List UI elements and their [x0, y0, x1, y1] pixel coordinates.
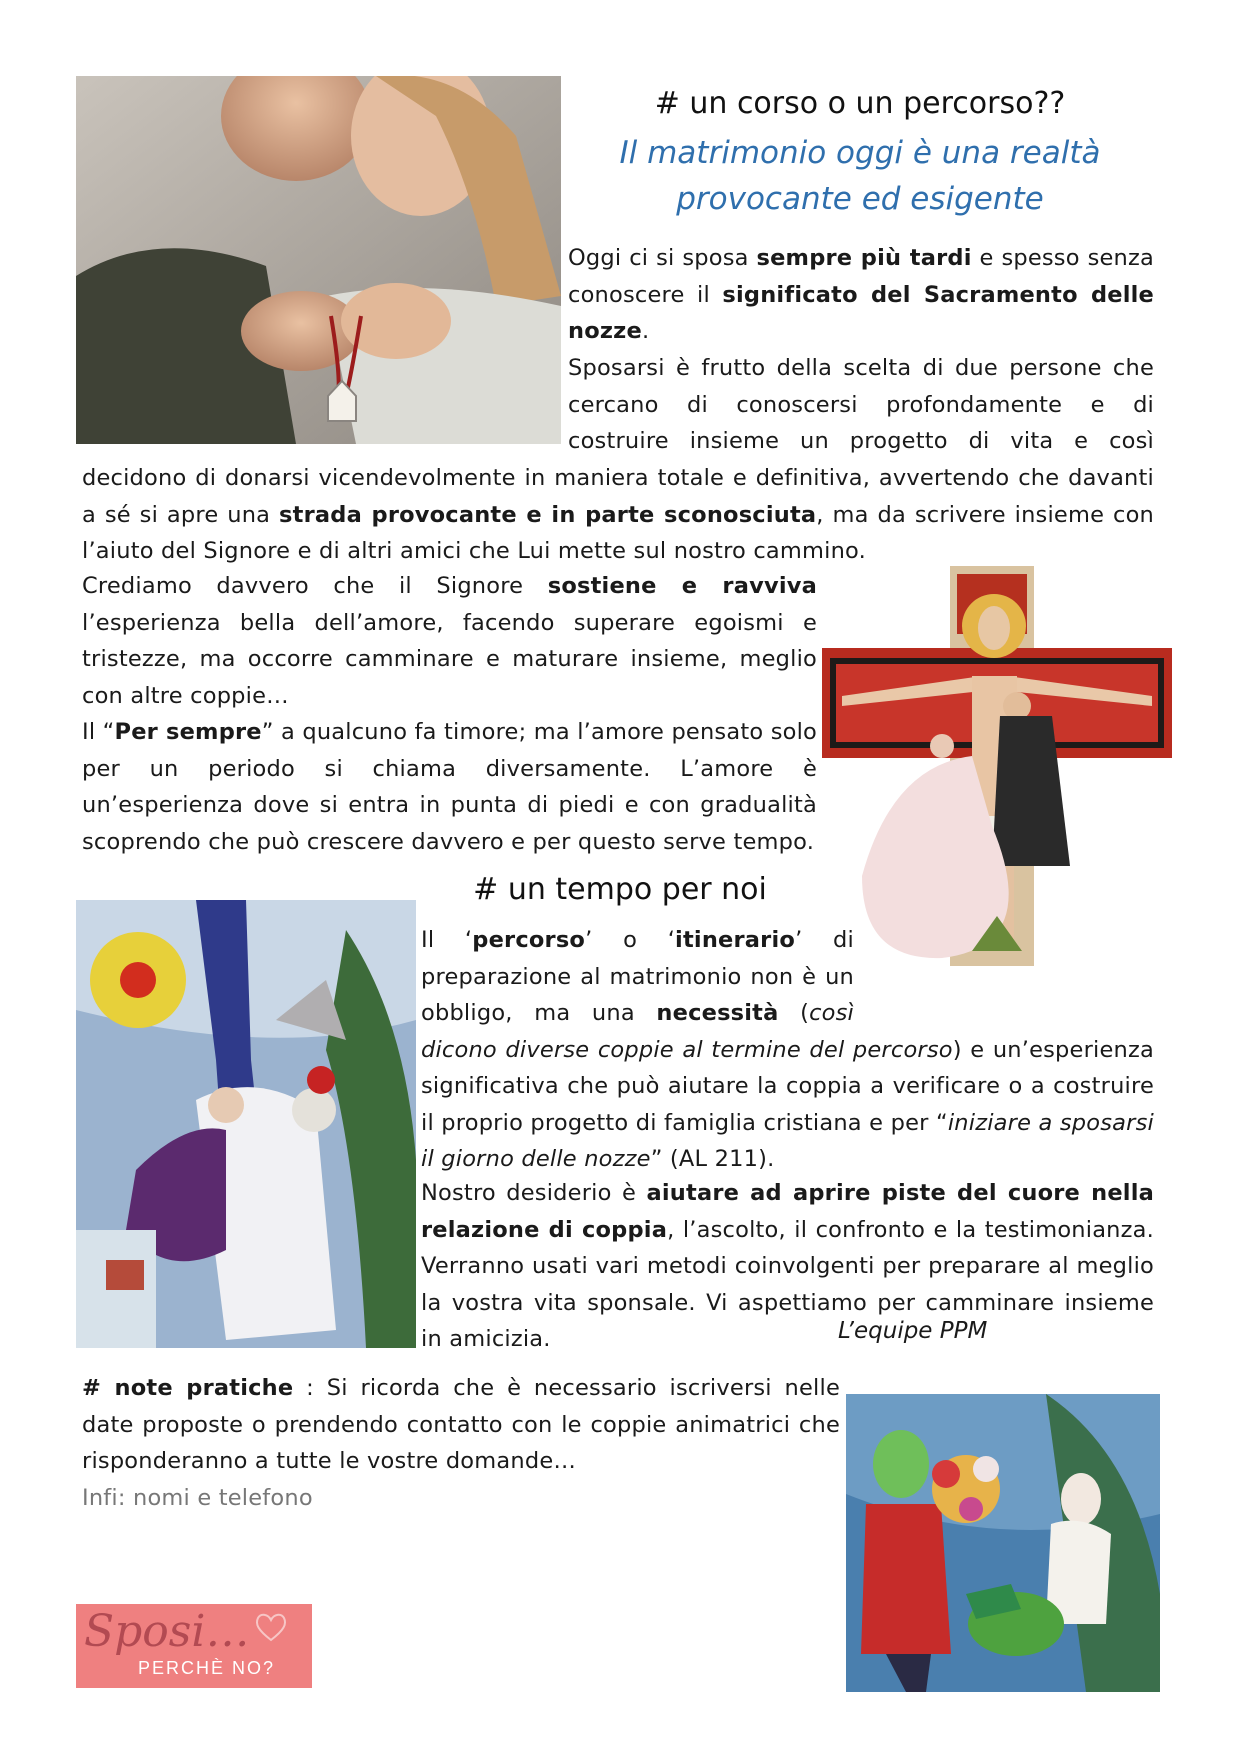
itinerary-float: [854, 922, 1154, 1002]
paragraph-choice-top: Sposarsi è frutto della scelta di due persone che cercano di conoscersi profondamente e di costruire insieme un progetto di vita e così: [568, 355, 1154, 454]
paragraph-forever: Il “Per sempre” a qualcuno fa timore; ma l’amore pensato solo per un periodo si chiama diversamente. L’amore è un’esperienza dove si entra in punta di piedi e con gradualità scoprendo che può crescere davvero e per questo serve tempo.: [82, 719, 817, 855]
chagall-bouquet-painting: [846, 1394, 1160, 1692]
heart-icon: [254, 1612, 288, 1642]
paragraph-lord-love: Crediamo davvero che il Signore sostiene e ravviva l’esperienza bella dell’amore, facendo superare egoismi e tristezze, ma occorre camminare e maturare insieme, meglio con altre coppie…: [82, 573, 817, 709]
logo-script-text: Sposi…: [84, 1606, 250, 1657]
logo-sub-text: PERCHÈ NO?: [138, 1658, 276, 1678]
crucifix-couple-painting: [822, 566, 1172, 966]
logo-sposi-perche-no: [76, 1604, 312, 1688]
section-title-time: # un tempo per noi: [473, 872, 767, 907]
section-title-course: # un corso o un percorso??: [654, 86, 1066, 121]
paragraph-marriage-intro: Oggi ci si sposa sempre più tardi e spesso senza conoscere il significato del Sacramento delle nozze.: [568, 245, 1154, 344]
chagall-eiffel-painting: [76, 900, 416, 1348]
subtitle-line-1: Il matrimonio oggi è una realtà: [619, 135, 1101, 171]
paragraph-desire: Nostro desiderio è aiutare ad aprire piste del cuore nella relazione di coppia, l’ascolto, il confronto e la testimonianza. Verranno usati vari metodi coinvolgenti per preparare al meglio la vostra vita sponsale. Vi aspettiamo per camminare insieme in amicizia.: [421, 1180, 1154, 1352]
paragraph-practical-notes: # note pratiche : Si ricorda che è necessario iscriversi nelle date proposte o prendendo contatto con le coppie animatrici che risponderanno a tutte le vostre domande…: [82, 1375, 841, 1474]
signature-equipe: L’equipe PPM: [838, 1318, 988, 1344]
section-subtitle: [570, 130, 1150, 222]
paragraph-itinerary: Il ‘percorso’ o ‘itinerario’ di preparazione al matrimonio non è un obbligo, ma una necessità (così dicono diverse coppie al termine del percorso) e un’esperienza significativa che può aiutare la coppia a verificare o a costruire il proprio progetto di famiglia cristiana e per “iniziare a sposarsi il giorno delle nozze” (AL 211).: [421, 922, 1154, 1178]
paragraph-choice-wide: decidono di donarsi vicendevolmente in maniera totale e definitiva, avvertendo che davanti a sé si apre una strada provocante e in parte sconosciuta, ma da scrivere insieme con l’aiuto del Signore e di altri amici che Lui mette sul nostro cammino.: [82, 465, 1154, 564]
couple-photo: [76, 76, 561, 444]
info-contacts: Infi: nomi e telefono: [82, 1485, 313, 1511]
subtitle-line-2: provocante ed esigente: [676, 181, 1044, 217]
